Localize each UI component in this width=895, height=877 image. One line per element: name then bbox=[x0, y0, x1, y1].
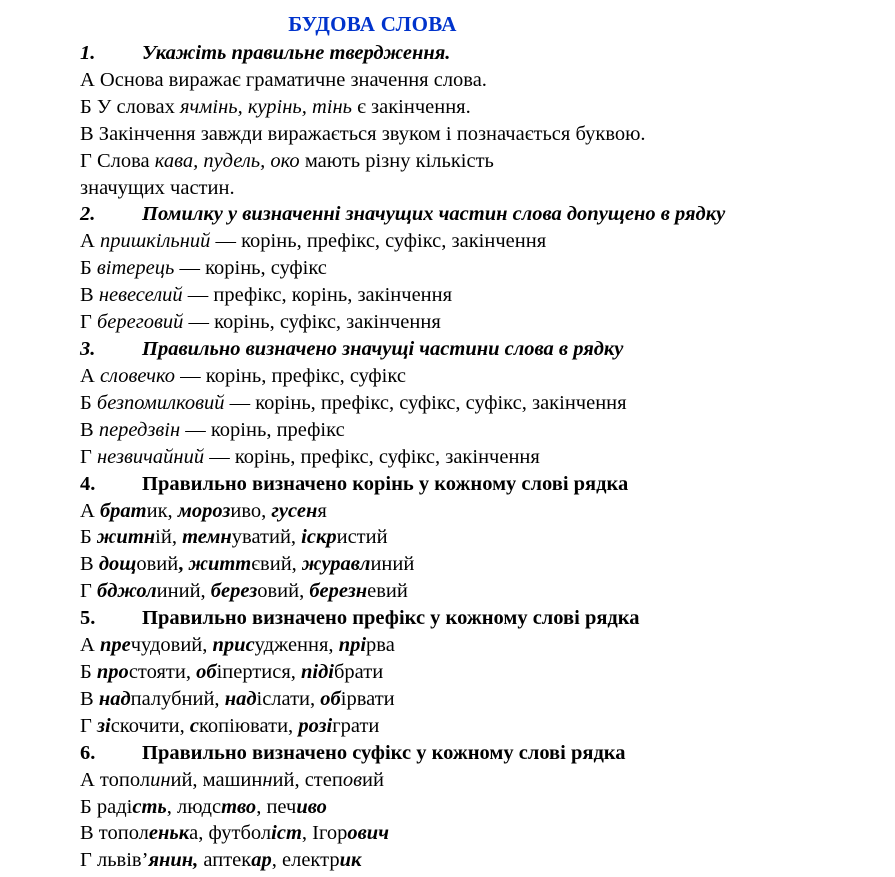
option-text-segment: ович bbox=[347, 822, 389, 845]
option-text-segment: Г Слова bbox=[80, 149, 155, 172]
option-text-segment: В bbox=[80, 418, 99, 441]
option-text-segment: грати bbox=[332, 714, 380, 737]
option-text-segment: истий bbox=[336, 526, 388, 549]
page-title: БУДОВА СЛОВА bbox=[288, 12, 457, 36]
option-text-segment: значущих частин. bbox=[80, 176, 235, 199]
answer-option bbox=[80, 228, 880, 255]
option-text-segment: євий, bbox=[251, 553, 302, 576]
option-text-segment: невеселий bbox=[98, 284, 183, 307]
option-text-segment: ірвати bbox=[340, 687, 395, 710]
option-text-segment: ий, машин bbox=[170, 768, 263, 791]
option-text-segment: овий, bbox=[257, 580, 310, 603]
option-text-segment: прис bbox=[212, 634, 255, 657]
option-text-segment: Г bbox=[80, 445, 97, 468]
answer-option bbox=[80, 444, 880, 471]
option-text-segment: Б bbox=[80, 257, 97, 280]
answer-option bbox=[80, 794, 880, 821]
option-text-segment: над bbox=[224, 687, 257, 710]
option-text-segment: береговий bbox=[96, 311, 184, 334]
option-text-segment: скочити, bbox=[110, 714, 190, 737]
question-number: 4. bbox=[80, 472, 96, 495]
answer-option bbox=[80, 309, 880, 336]
option-text-segment: пришкільний bbox=[99, 230, 211, 253]
question-text: Помилку у визначенні значущих частин слова допущено в рядку bbox=[142, 203, 726, 226]
option-text-segment: стояти, bbox=[128, 661, 197, 684]
option-text-segment: житн bbox=[96, 526, 156, 549]
option-text-segment: об bbox=[320, 687, 341, 710]
option-text-segment: розі bbox=[298, 714, 333, 737]
answer-option bbox=[80, 767, 880, 794]
option-text-segment: ар bbox=[251, 849, 272, 872]
option-text-segment: кава, пудель, око bbox=[154, 149, 300, 172]
option-text-segment: — корінь, префікс, суфікс, закінчення bbox=[204, 445, 540, 468]
question-text: Правильно визначено префікс у кожному слові рядка bbox=[142, 607, 640, 630]
answer-option bbox=[80, 417, 880, 444]
option-text-segment: еньк bbox=[148, 822, 190, 845]
answer-option bbox=[80, 390, 880, 417]
option-text-segment: дощ bbox=[98, 553, 137, 576]
option-text-segment: янин, bbox=[148, 849, 199, 872]
option-text-segment: иво bbox=[296, 795, 327, 818]
option-text-segment: иво, bbox=[230, 499, 272, 522]
option-text-segment: брат bbox=[99, 499, 147, 522]
option-text-segment: ій, bbox=[155, 526, 183, 549]
option-text-segment: вітерець bbox=[96, 257, 175, 280]
option-text-segment: — корінь, суфікс bbox=[174, 257, 327, 280]
option-text-segment: ин bbox=[150, 768, 171, 791]
option-text-segment: Г bbox=[80, 311, 97, 334]
answer-option bbox=[80, 578, 880, 605]
option-text-segment: я bbox=[317, 499, 327, 522]
question-heading bbox=[80, 605, 880, 632]
option-text-segment: , електр bbox=[271, 849, 340, 872]
option-text-segment: В bbox=[80, 284, 99, 307]
question-heading bbox=[80, 201, 880, 228]
answer-option bbox=[80, 524, 880, 551]
option-text-segment: тво bbox=[221, 795, 257, 818]
option-text-segment: копіювати, bbox=[199, 714, 299, 737]
option-text-segment: березн bbox=[309, 580, 368, 603]
answer-option bbox=[80, 67, 880, 94]
answer-option bbox=[80, 551, 880, 578]
option-text-segment: сть bbox=[132, 795, 167, 818]
option-text-segment: н bbox=[262, 768, 273, 791]
option-text-segment: В bbox=[80, 687, 99, 710]
option-text-segment: Б У словах bbox=[80, 95, 180, 118]
option-text-segment: удження, bbox=[254, 634, 339, 657]
option-text-segment: А Основа виражає граматичне значення слова. bbox=[80, 69, 487, 91]
option-text-segment: ик bbox=[339, 849, 362, 872]
option-text-segment: пре bbox=[99, 634, 131, 657]
question-number: 3. bbox=[80, 338, 96, 361]
option-text-segment: зі bbox=[96, 714, 111, 737]
option-text-segment: Г bbox=[80, 580, 97, 603]
option-text-segment: іскр bbox=[301, 526, 337, 549]
option-text-segment: ов bbox=[342, 768, 362, 791]
option-text-segment: А bbox=[80, 230, 100, 253]
answer-option bbox=[80, 94, 880, 121]
option-text-segment: іпертися, bbox=[216, 661, 302, 684]
answer-option bbox=[80, 498, 880, 525]
option-text-segment: об bbox=[196, 661, 217, 684]
question-text: Укажіть правильне твердження. bbox=[142, 42, 451, 64]
option-text-segment: , Ігор bbox=[301, 822, 348, 845]
option-text-segment: передзвін bbox=[98, 418, 181, 441]
option-text-segment: ий, степ bbox=[272, 768, 343, 791]
answer-option bbox=[80, 121, 880, 148]
option-text-segment: ик, bbox=[146, 499, 178, 522]
option-text-segment: — корінь, префікс bbox=[180, 418, 345, 441]
option-text-segment: — корінь, префікс, суфікс, суфікс, закінчення bbox=[224, 391, 627, 414]
option-text-segment: уватий, bbox=[231, 526, 302, 549]
option-text-segment: над bbox=[98, 687, 131, 710]
question-number: 5. bbox=[80, 607, 96, 630]
answer-option bbox=[80, 282, 880, 309]
option-text-segment: безпомилковий bbox=[96, 391, 225, 414]
option-text-segment: — корінь, суфікс, закінчення bbox=[183, 311, 441, 334]
answer-option bbox=[80, 659, 880, 686]
option-text-segment: є закінчення. bbox=[351, 95, 471, 118]
option-text-segment: брати bbox=[333, 661, 384, 684]
option-text-segment: журавл bbox=[301, 553, 371, 576]
option-text-segment: — корінь, префікс, суфікс bbox=[175, 365, 406, 388]
option-text-segment: В bbox=[80, 553, 99, 576]
option-text-segment: А bbox=[80, 365, 100, 388]
option-text-segment: Б раді bbox=[80, 795, 133, 818]
answer-option bbox=[80, 820, 880, 847]
question-number: 6. bbox=[80, 741, 96, 764]
option-text-segment: іст bbox=[271, 822, 302, 845]
answer-option bbox=[80, 255, 880, 282]
option-text-segment: мають різну кількість bbox=[299, 149, 494, 172]
option-text-segment: Б bbox=[80, 391, 97, 414]
option-text-segment: , людс bbox=[166, 795, 222, 818]
option-text-segment: А bbox=[80, 499, 100, 522]
option-text-segment: палубний, bbox=[130, 687, 225, 710]
option-text-segment: ячмінь, курінь, тінь bbox=[180, 95, 352, 118]
option-text-segment: иний, bbox=[156, 580, 211, 603]
option-text-segment: А bbox=[80, 634, 100, 657]
option-text-segment: В топол bbox=[80, 822, 149, 845]
answer-option bbox=[80, 363, 880, 390]
question-heading bbox=[80, 471, 880, 498]
questions-list bbox=[80, 40, 880, 874]
option-text-segment: чудовий, bbox=[130, 634, 213, 657]
question-heading bbox=[80, 740, 880, 767]
option-text-segment: евий bbox=[367, 580, 408, 603]
option-text-segment: темн bbox=[182, 526, 232, 549]
option-text-segment: иний bbox=[370, 553, 415, 576]
option-text-segment: бджол bbox=[96, 580, 157, 603]
option-text-segment: — префікс, корінь, закінчення bbox=[182, 284, 453, 307]
question-text: Правильно визначено суфікс у кожному слові рядка bbox=[142, 741, 626, 764]
option-text-segment: ий bbox=[362, 768, 384, 791]
option-text-segment: прі bbox=[338, 634, 367, 657]
answer-option bbox=[80, 148, 880, 175]
option-text-segment: , печ bbox=[256, 795, 297, 818]
option-text-segment: Б bbox=[80, 661, 97, 684]
option-text-segment: овий bbox=[136, 553, 179, 576]
question-heading bbox=[80, 336, 880, 363]
option-text-segment: рва bbox=[366, 634, 395, 657]
answer-option bbox=[80, 175, 880, 202]
option-text-segment: піді bbox=[301, 661, 334, 684]
answer-option bbox=[80, 847, 880, 874]
option-text-segment: берез bbox=[210, 580, 258, 603]
answer-option bbox=[80, 632, 880, 659]
question-heading bbox=[80, 40, 880, 67]
option-text-segment: аптек bbox=[198, 849, 252, 872]
option-text-segment: Г bbox=[80, 714, 97, 737]
option-text-segment: с bbox=[189, 714, 199, 737]
answer-option bbox=[80, 713, 880, 740]
option-text-segment: — корінь, префікс, суфікс, закінчення bbox=[210, 230, 547, 253]
option-text-segment: , bbox=[178, 553, 189, 576]
question-number: 2. bbox=[80, 203, 96, 226]
option-text-segment: незвичайний bbox=[96, 445, 205, 468]
option-text-segment: про bbox=[96, 661, 129, 684]
option-text-segment: словечко bbox=[99, 365, 176, 388]
option-text-segment: Г львів’ bbox=[80, 849, 149, 872]
option-text-segment: А топол bbox=[80, 768, 151, 791]
question-text: Правильно визначено значущі частини слова в рядку bbox=[142, 338, 624, 361]
question-number: 1. bbox=[80, 42, 96, 64]
answer-option bbox=[80, 686, 880, 713]
option-text-segment: житт bbox=[188, 553, 252, 576]
option-text-segment: Б bbox=[80, 526, 97, 549]
option-text-segment: мороз bbox=[177, 499, 231, 522]
question-text: Правильно визначено корінь у кожному слові рядка bbox=[142, 472, 629, 495]
option-text-segment: іслати, bbox=[256, 687, 321, 710]
option-text-segment: В Закінчення завжди виражається звуком і позначається буквою. bbox=[80, 122, 646, 145]
option-text-segment: а, футбол bbox=[189, 822, 272, 845]
option-text-segment: гусен bbox=[271, 499, 318, 522]
